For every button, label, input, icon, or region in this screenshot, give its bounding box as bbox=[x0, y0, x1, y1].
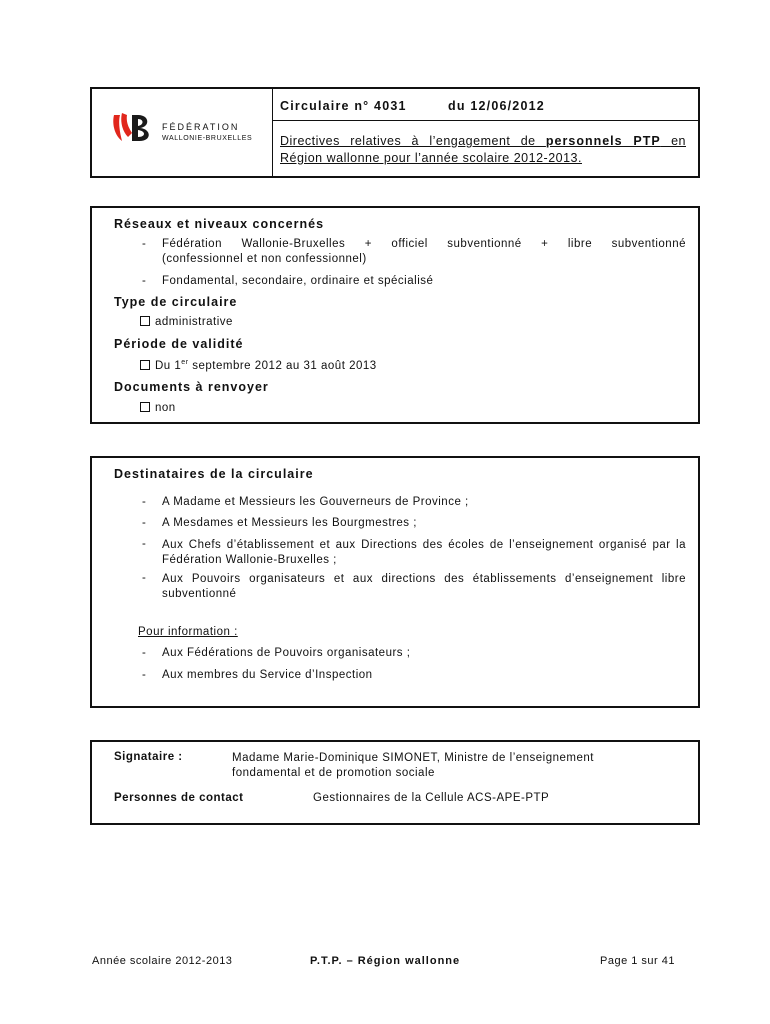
contact-value: Gestionnaires de la Cellule ACS-APE-PTP bbox=[313, 792, 550, 804]
network-item-2: Fondamental, secondaire, ordinaire et spécialisé bbox=[162, 275, 434, 287]
validity-value bbox=[140, 359, 377, 372]
info-item-2: Aux membres du Service d’Inspection bbox=[162, 669, 373, 681]
validity-title: Période de validité bbox=[114, 337, 244, 351]
recipient-item-1: A Madame et Messieurs les Gouverneurs de Province ; bbox=[162, 496, 469, 508]
validity-suffix: septembre 2012 au 31 août 2013 bbox=[188, 359, 377, 372]
bullet-dash: - bbox=[142, 275, 147, 287]
title-bold: personnels PTP bbox=[545, 134, 661, 148]
circular-number: Circulaire n° 4031 bbox=[280, 99, 407, 113]
bullet-dash: - bbox=[142, 238, 147, 250]
bullet-dash: - bbox=[142, 669, 147, 681]
bullet-dash: - bbox=[142, 647, 147, 659]
federation-logo bbox=[110, 109, 270, 153]
signatory-value: Madame Marie-Dominique SIMONET, Ministre de l’enseignement fondamental et de promotion sociale bbox=[232, 752, 594, 779]
title-part-2: en Région wallonne pour l’année scolaire 2012-2013 bbox=[280, 134, 686, 165]
type-value-text: administrative bbox=[155, 316, 233, 328]
page-number: Page 1 sur 41 bbox=[600, 955, 675, 967]
recipient-item-2: A Mesdames et Messieurs les Bourgmestres ; bbox=[162, 517, 417, 529]
scope-section bbox=[90, 206, 700, 424]
signature-section bbox=[90, 740, 700, 825]
documents-value-text: non bbox=[155, 402, 176, 414]
checkbox-icon bbox=[140, 402, 150, 412]
documents-title: Documents à renvoyer bbox=[114, 380, 269, 394]
bullet-dash: - bbox=[142, 572, 147, 584]
recipient-item-4: Aux Pouvoirs organisateurs et aux directions des établissements d’enseignement libre subventionné bbox=[162, 573, 686, 600]
header-horizontal-divider bbox=[272, 120, 698, 121]
logo-line-1: FÉDÉRATION bbox=[162, 122, 240, 132]
signatory-label: Signataire : bbox=[114, 751, 183, 763]
header-vertical-divider bbox=[272, 89, 273, 176]
logo-line-2: WALLONIE-BRUXELLES bbox=[162, 135, 253, 142]
footer-school-year: Année scolaire 2012-2013 bbox=[92, 955, 233, 967]
validity-prefix: Du 1 bbox=[155, 359, 182, 372]
circular-header bbox=[90, 87, 700, 178]
info-item-1: Aux Fédérations de Pouvoirs organisateurs ; bbox=[162, 647, 411, 659]
contact-label: Personnes de contact bbox=[114, 792, 244, 804]
circular-title bbox=[280, 133, 686, 167]
type-value bbox=[140, 316, 233, 328]
title-end: . bbox=[578, 151, 582, 165]
recipient-item-3: Aux Chefs d’établissement et aux Directions des écoles de l’enseignement organisé par la Fédération Wallonie-Bruxelles ; bbox=[162, 539, 686, 566]
logo-wordmark bbox=[162, 121, 252, 145]
bullet-dash: - bbox=[142, 496, 147, 508]
network-item-1-line-1: Fédération Wallonie-Bruxelles + officiel subventionné + libre subventionné bbox=[162, 238, 686, 250]
network-item-1-line-2: (confessionnel et non confessionnel) bbox=[162, 253, 367, 265]
title-part-1: Directives relatives à l’engagement de bbox=[280, 134, 546, 148]
networks-title: Réseaux et niveaux concernés bbox=[114, 217, 325, 231]
bullet-dash: - bbox=[142, 517, 147, 529]
checkbox-icon bbox=[140, 360, 150, 370]
recipients-section bbox=[90, 456, 700, 708]
checkbox-icon bbox=[140, 316, 150, 326]
validity-sup: er bbox=[181, 359, 189, 366]
circular-date: du 12/06/2012 bbox=[448, 99, 545, 113]
recipients-title: Destinataires de la circulaire bbox=[114, 467, 314, 481]
footer-title: P.T.P. – Région wallonne bbox=[310, 955, 461, 967]
documents-value bbox=[140, 402, 176, 414]
info-label: Pour information : bbox=[138, 626, 238, 638]
fwb-logo-mark-icon bbox=[110, 109, 158, 149]
type-title: Type de circulaire bbox=[114, 295, 238, 309]
bullet-dash: - bbox=[142, 538, 147, 550]
